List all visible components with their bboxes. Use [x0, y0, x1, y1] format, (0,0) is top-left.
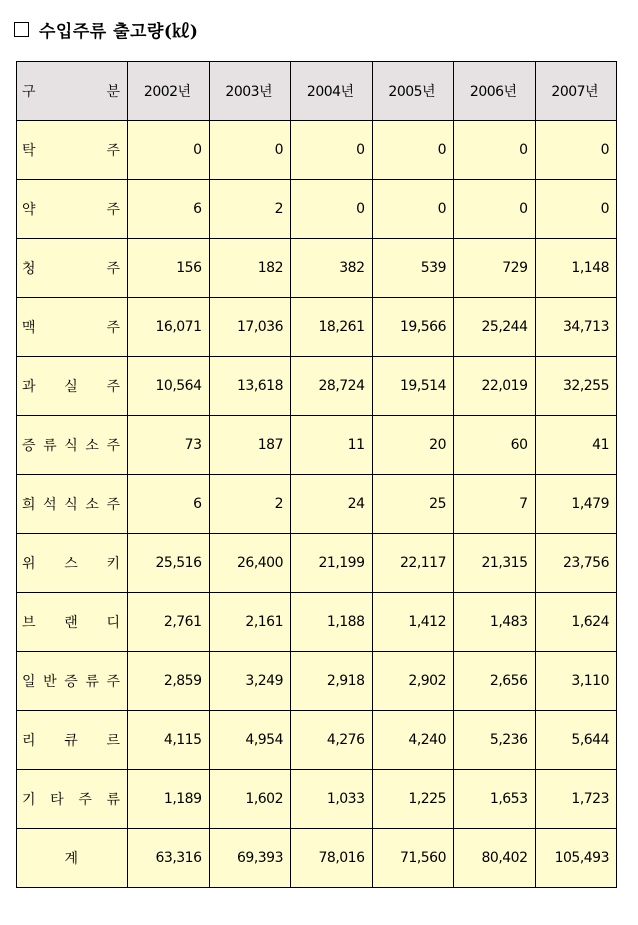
row-label-cell	[17, 770, 128, 829]
total-value-cell: 80,402	[454, 829, 536, 888]
value-cell: 1,653	[454, 770, 536, 829]
value-cell: 1,723	[535, 770, 617, 829]
row-label-cell	[17, 534, 128, 593]
table-row	[17, 593, 617, 652]
table-row	[17, 416, 617, 475]
value-cell: 10,564	[128, 357, 210, 416]
value-cell: 0	[454, 180, 536, 239]
table-total-row	[17, 829, 617, 888]
value-cell: 0	[535, 180, 617, 239]
value-cell: 1,479	[535, 475, 617, 534]
total-value-cell: 71,560	[372, 829, 454, 888]
value-cell: 1,188	[291, 593, 373, 652]
header-year-cell: 2007년	[535, 62, 617, 121]
value-cell: 539	[372, 239, 454, 298]
spread-label: 과 실 주	[22, 379, 120, 395]
value-cell: 19,514	[372, 357, 454, 416]
value-cell: 16,071	[128, 298, 210, 357]
value-cell: 1,148	[535, 239, 617, 298]
header-year-cell: 2006년	[454, 62, 536, 121]
spread-label: 약 주	[22, 202, 120, 218]
row-label-cell	[17, 121, 128, 180]
total-value-cell: 78,016	[291, 829, 373, 888]
value-cell: 22,117	[372, 534, 454, 593]
value-cell: 5,644	[535, 711, 617, 770]
table-row	[17, 475, 617, 534]
value-cell: 0	[209, 121, 291, 180]
total-value-cell: 69,393	[209, 829, 291, 888]
value-cell: 5,236	[454, 711, 536, 770]
value-cell: 7	[454, 475, 536, 534]
spread-label: 기 타 주 류	[22, 792, 120, 808]
page-title-block	[14, 18, 198, 40]
spread-label: 리 큐 르	[22, 733, 120, 749]
value-cell: 0	[372, 180, 454, 239]
table-header-row	[17, 62, 617, 121]
spread-label: 브 랜 디	[22, 615, 120, 631]
table-row	[17, 652, 617, 711]
value-cell: 34,713	[535, 298, 617, 357]
value-cell: 6	[128, 180, 210, 239]
value-cell: 729	[454, 239, 536, 298]
row-label-cell	[17, 239, 128, 298]
table-row	[17, 180, 617, 239]
value-cell: 1,412	[372, 593, 454, 652]
value-cell: 19,566	[372, 298, 454, 357]
table-row	[17, 239, 617, 298]
value-cell: 24	[291, 475, 373, 534]
value-cell: 2,902	[372, 652, 454, 711]
value-cell: 13,618	[209, 357, 291, 416]
row-label-cell	[17, 298, 128, 357]
value-cell: 18,261	[291, 298, 373, 357]
value-cell: 28,724	[291, 357, 373, 416]
value-cell: 0	[291, 180, 373, 239]
header-year-cell: 2002년	[128, 62, 210, 121]
total-label-cell: 계	[17, 829, 128, 888]
value-cell: 4,276	[291, 711, 373, 770]
spread-label: 탁 주	[22, 143, 120, 159]
value-cell: 73	[128, 416, 210, 475]
value-cell: 1,483	[454, 593, 536, 652]
value-cell: 17,036	[209, 298, 291, 357]
value-cell: 1,225	[372, 770, 454, 829]
spread-label: 희 석 식 소 주	[22, 497, 120, 513]
value-cell: 26,400	[209, 534, 291, 593]
value-cell: 2	[209, 180, 291, 239]
value-cell: 1,189	[128, 770, 210, 829]
value-cell: 3,110	[535, 652, 617, 711]
page-title: 수입주류 출고량(㎘)	[39, 21, 199, 42]
table-row	[17, 770, 617, 829]
spread-label: 맥 주	[22, 320, 120, 336]
row-label-cell	[17, 652, 128, 711]
value-cell: 0	[535, 121, 617, 180]
shipment-table	[16, 61, 617, 888]
value-cell: 2,656	[454, 652, 536, 711]
value-cell: 6	[128, 475, 210, 534]
value-cell: 32,255	[535, 357, 617, 416]
value-cell: 1,033	[291, 770, 373, 829]
header-year-cell: 2004년	[291, 62, 373, 121]
spread-label: 구 분	[22, 84, 120, 100]
value-cell: 2,761	[128, 593, 210, 652]
header-year-cell: 2005년	[372, 62, 454, 121]
value-cell: 25	[372, 475, 454, 534]
value-cell: 2,161	[209, 593, 291, 652]
spread-label: 일 반 증 류 주	[22, 674, 120, 690]
value-cell: 0	[372, 121, 454, 180]
row-label-cell	[17, 416, 128, 475]
value-cell: 20	[372, 416, 454, 475]
value-cell: 0	[291, 121, 373, 180]
table-row	[17, 534, 617, 593]
value-cell: 41	[535, 416, 617, 475]
checkbox-square-icon	[14, 22, 29, 37]
value-cell: 182	[209, 239, 291, 298]
value-cell: 25,244	[454, 298, 536, 357]
header-category-cell	[17, 62, 128, 121]
value-cell: 0	[454, 121, 536, 180]
value-cell: 22,019	[454, 357, 536, 416]
table-row	[17, 121, 617, 180]
row-label-cell	[17, 475, 128, 534]
value-cell: 60	[454, 416, 536, 475]
header-year-cell: 2003년	[209, 62, 291, 121]
value-cell: 1,602	[209, 770, 291, 829]
spread-label: 증 류 식 소 주	[22, 438, 120, 454]
row-label-cell	[17, 593, 128, 652]
value-cell: 2	[209, 475, 291, 534]
value-cell: 4,240	[372, 711, 454, 770]
row-label-cell	[17, 357, 128, 416]
value-cell: 382	[291, 239, 373, 298]
value-cell: 156	[128, 239, 210, 298]
value-cell: 1,624	[535, 593, 617, 652]
row-label-cell	[17, 180, 128, 239]
table-row	[17, 298, 617, 357]
value-cell: 4,954	[209, 711, 291, 770]
value-cell: 4,115	[128, 711, 210, 770]
row-label-cell	[17, 711, 128, 770]
value-cell: 2,859	[128, 652, 210, 711]
value-cell: 11	[291, 416, 373, 475]
value-cell: 25,516	[128, 534, 210, 593]
total-value-cell: 105,493	[535, 829, 617, 888]
table-row	[17, 711, 617, 770]
spread-label: 청 주	[22, 261, 120, 277]
spread-label: 위 스 키	[22, 556, 120, 572]
value-cell: 21,199	[291, 534, 373, 593]
total-value-cell: 63,316	[128, 829, 210, 888]
value-cell: 2,918	[291, 652, 373, 711]
value-cell: 187	[209, 416, 291, 475]
value-cell: 3,249	[209, 652, 291, 711]
table-row	[17, 357, 617, 416]
value-cell: 23,756	[535, 534, 617, 593]
value-cell: 21,315	[454, 534, 536, 593]
value-cell: 0	[128, 121, 210, 180]
